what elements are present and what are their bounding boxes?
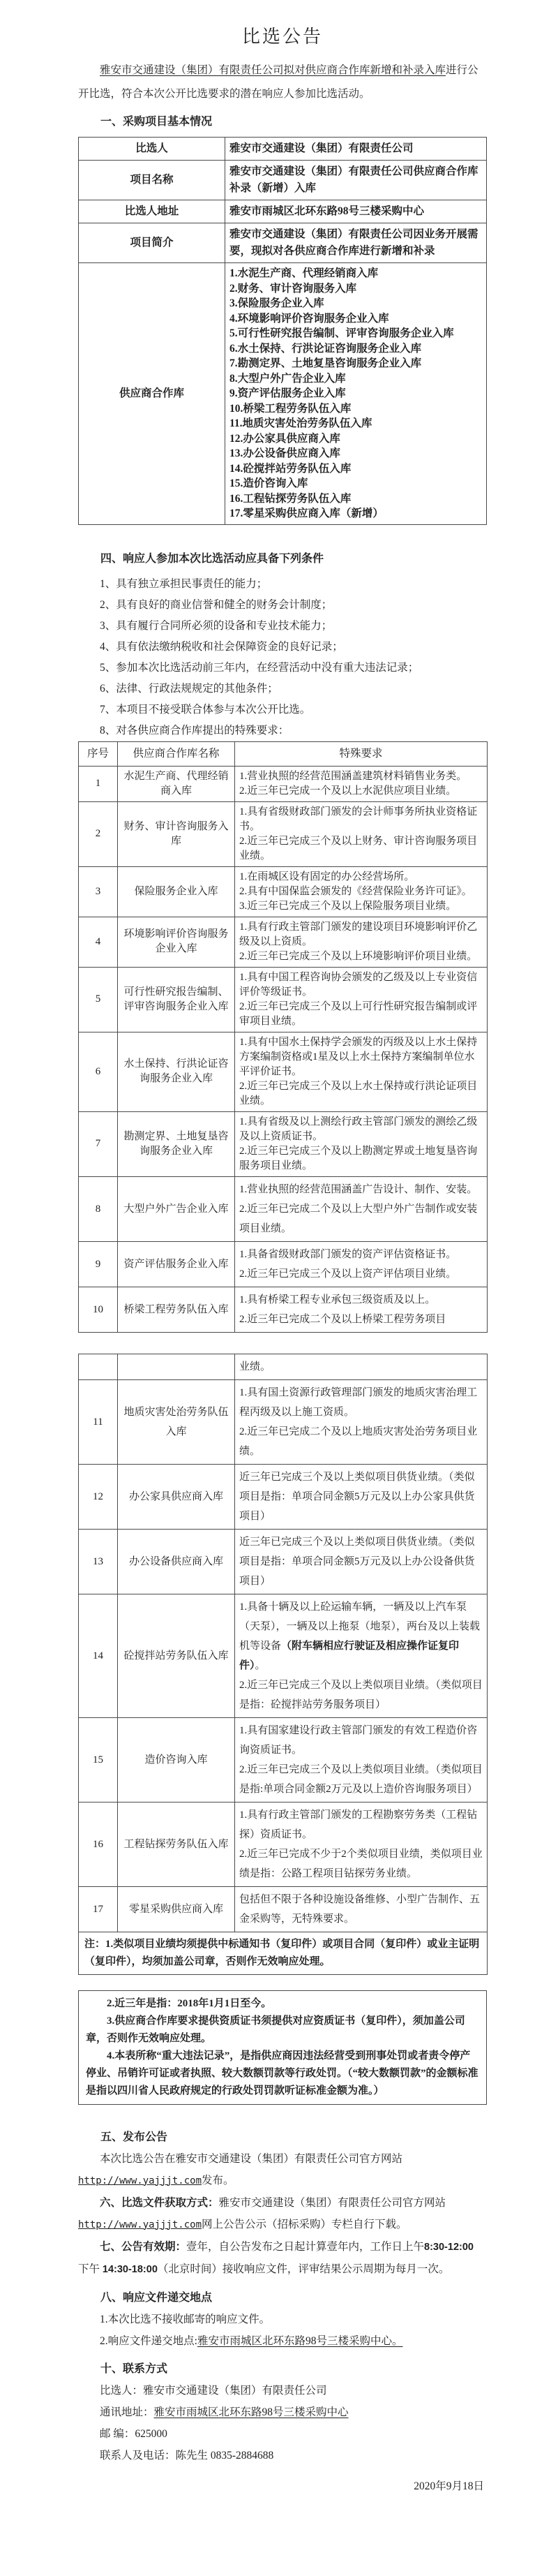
row-requirements: 1.具有行政主管部门颁发的建设项目环境影响评价乙级及以上资质。 2.近三年已完成三个及以上环境影响评价项目业绩。 (235, 917, 488, 967)
note-line: 4.本表所称“重大违法记录”，是指供应商因违法经营受到刑事处罚或者责令停产停业、吊销许可证或者执照、较大数额罚款等行政处罚。（“较大数额罚款”的金额标准是指以四川省人民政府规定的行政处罚罚款听证标准金额为准。） (86, 2050, 478, 2096)
document-content (78, 25, 487, 2497)
condition-item: 5、参加本次比选活动前三年内，在经营活动中没有重大违法记录； (100, 661, 419, 674)
row-no: 16 (79, 1802, 118, 1886)
table-row (79, 1287, 488, 1332)
supplier-library-item: 8.大型户外广告企业入库 (229, 372, 346, 385)
row-requirements: 1.具有国土资源行政管理部门颁发的地质灾害治理工程丙级及以上施工资质。 2.近三年已完成二个及以上地质灾害处治劳务项目业绩。 (235, 1379, 488, 1464)
note-line: 3.供应商合作库要求提供资质证书须提供对应资质证书（复印件），须加盖公司章，否则作无效响应处理。 (86, 2015, 465, 2044)
table-row (79, 200, 487, 223)
row-requirements: 1.具有中国工程咨询协会颁发的乙级及以上专业资信评价等级证书。 2.近三年已完成三个及以上可行性研究报告编制或评审项目业绩。 (235, 967, 488, 1032)
table-row (79, 1111, 488, 1176)
row-name: 办公家具供应商入库 (118, 1464, 235, 1529)
row-name: 可行性研究报告编制、评审咨询服务企业入库 (118, 967, 235, 1032)
row-requirements: 近三年已完成三个及以上类似项目供货业绩。（类似项目是指：单项合同金额5万元及以上办公家具供货项目） (235, 1464, 488, 1529)
row-no: 13 (79, 1529, 118, 1594)
contact-line: 联系人及电话：陈先生 0835-2884688 (100, 2449, 274, 2462)
condition-item: 3、具有履行合同所必须的设备和专业技术能力； (100, 619, 333, 632)
row-requirements: 1.具有行政主管部门颁发的工程勘察劳务类（工程钻探）资质证书。 2.近三年已完成不少于2个类似项目业绩，类似项目业绩是指：公路工程项目钻探劳务业绩。 (235, 1802, 488, 1886)
row-no: 10 (79, 1287, 118, 1332)
afternoon-hours: 14:30-18:00 (102, 2263, 158, 2275)
row-no: 15 (79, 1717, 118, 1802)
section5-body: 本次比选公告在雅安市交通建设（集团）有限责任公司官方网站http://www.yajjjt.com发布。 (78, 2152, 403, 2186)
mailing-address: 雅安市雨城区北环东路98号三楼采购中心 (153, 2406, 349, 2418)
row-name: 造价咨询入库 (118, 1717, 235, 1802)
row-requirements: 业绩。 (235, 1354, 488, 1379)
section5-heading: 五、发布公告 (100, 2131, 168, 2143)
row-requirements: 1.具有国家建设行政主管部门颁发的有效工程造价咨询资质证书。 2.近三年已完成三个及以上类似项目业绩。（类似项目是指:单项合同金额2万元及以上造价咨询服务项目） (235, 1717, 488, 1802)
supplier-library-list (225, 263, 487, 525)
supplier-library-item: 12.办公家具供应商入库 (229, 432, 340, 445)
supplier-library-label: 供应商合作库 (79, 263, 225, 525)
table-row (79, 1886, 488, 1932)
column-header-req: 特殊要求 (235, 741, 488, 766)
supplier-library-item: 9.资产评估服务企业入库 (229, 387, 346, 399)
table-row (79, 1717, 488, 1802)
intro-rest-text: 进行公开比选，符合本次公开比选要求的潜在响应人参加比选活动。 (78, 64, 478, 100)
table-row (79, 1802, 488, 1886)
section4-heading: 四、响应人参加本次比选活动应具备下列条件 (100, 552, 324, 565)
row-name: 大型户外广告企业入库 (118, 1176, 235, 1241)
supplier-library-item: 5.可行性研究报告编制、评审咨询服务企业入库 (229, 327, 454, 339)
delivery-address: 雅安市雨城区北环东路98号三楼采购中心。 (197, 2334, 403, 2347)
notes-box (78, 1990, 487, 2105)
table-row (79, 1464, 488, 1529)
supplier-library-item: 3.保险服务企业入库 (229, 297, 324, 309)
condition-item: 2、具有良好的商业信誉和健全的财务会计制度； (100, 598, 333, 611)
row-name: 环境影响评价咨询服务企业入库 (118, 917, 235, 967)
row-requirements: 1.具有省级及以上测绘行政主管部门颁发的测绘乙级及以上资质证书。 2.近三年已完成三个及以上勘测定界或土地复垦咨询服务项目业绩。 (235, 1111, 488, 1176)
company-website-link[interactable]: http://www.yajjjt.com (78, 2175, 202, 2186)
row-label: 比选人 (79, 138, 225, 161)
row-name: 办公设备供应商入库 (118, 1529, 235, 1594)
supplier-library-item: 1.水泥生产商、代理经销商入库 (229, 267, 379, 279)
row-requirements: 1.具有省级财政部门颁发的会计师事务所执业资格证书。 2.近三年已完成三个及以上财务、审计咨询服务项目业绩。 (235, 801, 488, 866)
row-name: 水土保持、行洪论证咨询服务企业入库 (118, 1032, 235, 1111)
supplier-library-item: 14.砼搅拌站劳务队伍入库 (229, 462, 352, 475)
supplier-library-item: 13.办公设备供应商入库 (229, 447, 340, 459)
supplier-library-row (79, 263, 487, 525)
condition-item: 6、法律、行政法规规定的其他条件； (100, 682, 278, 695)
section10-heading: 十、联系方式 (100, 2362, 168, 2375)
table-row (79, 866, 488, 917)
page-break-gap (78, 1333, 487, 1354)
row-no: 7 (79, 1111, 118, 1176)
table-row (79, 967, 488, 1032)
row-requirements: 近三年已完成三个及以上类似项目供货业绩。（类似项目是指：单项合同金额5万元及以上办公设备供货项目） (235, 1529, 488, 1594)
row-label: 项目名称 (79, 161, 225, 200)
row-name: 地质灾害处治劳务队伍入库 (118, 1379, 235, 1464)
row-no: 12 (79, 1464, 118, 1529)
section8-heading: 八、响应文件递交地点 (100, 2291, 213, 2304)
table-row (79, 1241, 488, 1287)
table-row (79, 223, 487, 263)
section6-heading: 六、比选文件获取方式： (100, 2196, 219, 2209)
table-note-text: 注：1.类似项目业绩均须提供中标通知书（复印件）或项目合同（复印件）或业主证明（复印件），均须加盖公司章，否则作无效响应处理。 (79, 1932, 488, 1974)
supplier-library-item: 4.环境影响评价咨询服务企业入库 (229, 312, 389, 325)
row-name: 桥梁工程劳务队伍入库 (118, 1287, 235, 1332)
supplier-library-item: 15.造价咨询入库 (229, 478, 308, 489)
column-header-name: 供应商合作库名称 (118, 741, 235, 766)
row-name (118, 1354, 235, 1379)
special-requirements-table (78, 741, 488, 1333)
row-no (79, 1354, 118, 1379)
row-no: 4 (79, 917, 118, 967)
row-name: 工程钻探劳务队伍入库 (118, 1802, 235, 1886)
supplier-library-item: 2.财务、审计咨询服务入库 (229, 282, 357, 295)
row-value: 雅安市交通建设（集团）有限责任公司供应商合作库补录（新增）入库 (225, 161, 487, 200)
row-value: 雅安市雨城区北环东路98号三楼采购中心 (225, 200, 487, 223)
company-website-link[interactable]: http://www.yajjjt.com (78, 2219, 202, 2230)
row-requirements: 包括但不限于各种设施设备维修、小型广告制作、五金采购等，无特殊要求。 (235, 1886, 488, 1932)
table-row (79, 766, 488, 801)
condition-item: 4、具有依法缴纳税收和社会保障资金的良好记录； (100, 640, 343, 653)
section8-item: 1.本次比选不接收邮寄的响应文件。 (100, 2313, 271, 2325)
row-requirements: 1.营业执照的经营范围涵盖广告设计、制作、安装。 2.近三年已完成二个及以上大型户外广告制作或安装项目业绩。 (235, 1176, 488, 1241)
row-requirements: 1.具有中国水土保持学会颁发的丙级及以上水土保持方案编制资格或1星及以上水土保持方案编制单位水平评价证书。 2.近三年已完成三个及以上水土保持或行洪论证项目业绩。 (235, 1032, 488, 1111)
contact-line: 通讯地址：雅安市雨城区北环东路98号三楼采购中心 (100, 2406, 349, 2418)
row-name: 砼搅拌站劳务队伍入库 (118, 1594, 235, 1717)
row-requirements: 1.具备省级财政部门颁发的资产评估资格证书。 2.近三年已完成三个及以上资产评估项目业绩。 (235, 1241, 488, 1287)
condition-item: 1、具有独立承担民事责任的能力； (100, 577, 268, 590)
section6-body: 六、比选文件获取方式：雅安市交通建设（集团）有限责任公司官方网站http://www.yajjjt.com网上公告公示（招标采购）专栏自行下载。 (78, 2196, 446, 2230)
basic-info-table (78, 137, 487, 525)
condition-item: 7、本项目不接受联合体参与本次公开比选。 (100, 703, 311, 716)
section7-body: 七、公告有效期：壹年，自公告发布之日起计算壹年内，工作日上午8:30-12:00 下午 14:30-18:00（北京时间）接收响应文件，评审结果公示周期为每月一次。 (78, 2240, 474, 2275)
row-requirements: 1.营业执照的经营范围涵盖建筑材料销售业务类。 2.近三年已完成一个及以上水泥供应项目业绩。 (235, 766, 488, 801)
column-header-no: 序号 (79, 741, 118, 766)
row-label: 项目简介 (79, 223, 225, 263)
spacer (78, 2105, 487, 2120)
row-name: 财务、审计咨询服务入库 (118, 801, 235, 866)
bold-requirement-segment: （附车辆相应行驶证及相应操作证复印件） (239, 1640, 460, 1671)
row-no: 8 (79, 1176, 118, 1241)
note-line: 2.近三年是指：2018年1月1日至今。 (107, 1997, 272, 2009)
spacer (78, 525, 487, 543)
table-row (79, 1176, 488, 1241)
intro-underlined-text: 雅安市交通建设（集团）有限责任公司拟对供应商合作库新增和补录入库 (100, 64, 446, 76)
table-header-row (79, 741, 488, 766)
supplier-library-item: 7.勘测定界、土地复垦咨询服务企业入库 (229, 357, 422, 369)
row-no: 2 (79, 801, 118, 866)
contact-line: 比选人：雅安市交通建设（集团）有限责任公司 (100, 2384, 327, 2397)
row-name: 零星采购供应商入库 (118, 1886, 235, 1932)
supplier-library-item: 11.地质灾害处治劳务队伍入库 (229, 417, 372, 429)
row-requirements: 1.具备十辆及以上砼运输车辆，一辆及以上汽车泵（天泵），一辆及以上拖泵（地泵），两台及以上装载机等设备（附车辆相应行驶证及相应操作证复印件）。 2.近三年已完成三个及以上类似项目业绩。（类似项目是指：砼搅拌站劳务服务项目） (235, 1594, 488, 1717)
row-value: 雅安市交通建设（集团）有限责任公司 (225, 138, 487, 161)
row-name: 保险服务企业入库 (118, 866, 235, 917)
page-title: 比选公告 (241, 27, 323, 47)
row-value: 雅安市交通建设（集团）有限责任公司因业务开展需要，现拟对各供应商合作库进行新增和补录 (225, 223, 487, 263)
row-no: 3 (79, 866, 118, 917)
supplier-library-item: 17.零星采购供应商入库（新增） (229, 508, 384, 519)
table-row (79, 1594, 488, 1717)
table-row (79, 1032, 488, 1111)
intro-paragraph (78, 59, 487, 106)
row-no: 11 (79, 1379, 118, 1464)
row-no: 6 (79, 1032, 118, 1111)
row-name: 资产评估服务企业入库 (118, 1241, 235, 1287)
row-requirements: 1.具有桥梁工程专业承包三级资质及以上。 2.近三年已完成二个及以上桥梁工程劳务项目 (235, 1287, 488, 1332)
condition-item: 8、对各供应商合作库提出的特殊要求： (100, 724, 289, 736)
row-requirements: 1.在雨城区设有固定的办公经营场所。 2.具有中国保监会颁发的《经营保险业务许可证》。 3.近三年已完成三个及以上保险服务项目业绩。 (235, 866, 488, 917)
supplier-library-item: 16.工程钻探劳务队伍入库 (229, 492, 352, 505)
table-note-row (79, 1932, 488, 1974)
table-row (79, 161, 487, 200)
section1-heading: 一、采购项目基本情况 (100, 116, 213, 128)
section8-item: 2.响应文件递交地点:雅安市雨城区北环东路98号三楼采购中心。 (100, 2334, 403, 2347)
row-no: 1 (79, 766, 118, 801)
row-no: 17 (79, 1886, 118, 1932)
contact-line: 邮 编：625000 (100, 2427, 167, 2440)
special-requirements-table-continued (78, 1354, 488, 1975)
row-name: 水泥生产商、代理经销商入库 (118, 766, 235, 801)
row-no: 9 (79, 1241, 118, 1287)
supplier-library-item: 6.水土保持、行洪论证咨询服务企业入库 (229, 342, 422, 355)
row-no: 14 (79, 1594, 118, 1717)
document-date: 2020年9月18日 (414, 2480, 484, 2492)
table-row (79, 138, 487, 161)
table-row (79, 1529, 488, 1594)
row-label: 比选人地址 (79, 200, 225, 223)
section7-heading: 七、公告有效期： (100, 2240, 187, 2253)
table-row (79, 1379, 488, 1464)
continuation-row (79, 1354, 488, 1379)
table-row (79, 801, 488, 866)
row-name: 勘测定界、土地复垦咨询服务企业入库 (118, 1111, 235, 1176)
row-no: 5 (79, 967, 118, 1032)
table-row (79, 917, 488, 967)
supplier-library-item: 10.桥梁工程劳务队伍入库 (229, 402, 352, 415)
morning-hours: 8:30-12:00 (424, 2241, 474, 2253)
